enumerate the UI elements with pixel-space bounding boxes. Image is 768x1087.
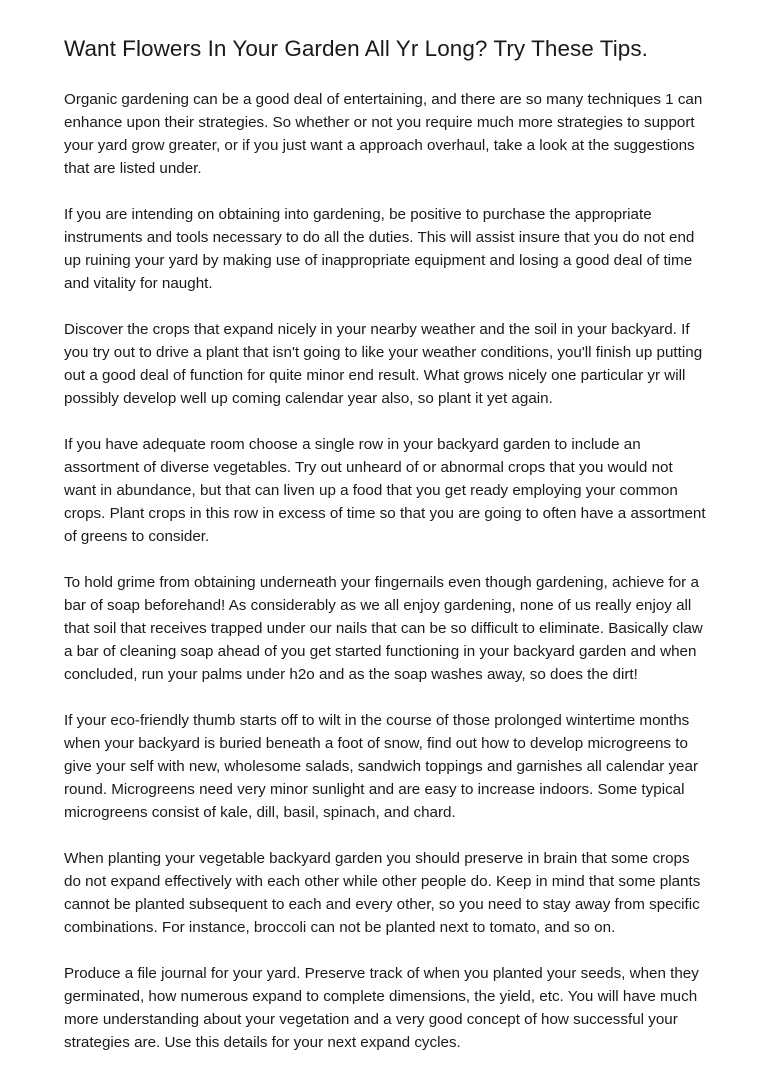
paragraph: If you are intending on obtaining into gardening, be positive to purchase the appropriate instruments and tools necessary to do all the duties. This will assist insure that you do not end up ruining your yard by making use of inappropriate equipment and losing a good deal of time and vitality for naught.: [64, 206, 695, 292]
paragraph: Produce a file journal for your yard. Preserve track of when you planted your seeds, when they germinated, how numerous expand to complete dimensions, the yield, etc. You will have much more understanding about your vegetation and a very good concept of how successful your strategies are. Use this details for your next expand cycles.: [64, 965, 699, 1051]
paragraph: When planting your vegetable backyard garden you should preserve in brain that some crops do not expand effectively with each other while other people do. Keep in mind that some plants cannot be planted subsequent to each and every other, so you need to stay away from specific combinations. For instance, broccoli can not be planted next to tomato, and so on.: [64, 850, 701, 936]
document-body: [64, 88, 708, 1054]
paragraph: If you have adequate room choose a single row in your backyard garden to include an assortment of diverse vegetables. Try out unheard of or abnormal crops that you would not want in abundance, but that can liven up a food that you get ready employing your common crops. Plant crops in this row in excess of time so that you are going to often have a assortment of greens to consider.: [64, 436, 706, 545]
paragraph: To hold grime from obtaining underneath your fingernails even though gardening, achieve for a bar of soap beforehand! As considerably as we all enjoy gardening, none of us really enjoy all that soil that receives trapped under our nails that can be so difficult to eliminate. Basically claw a bar of cleaning soap ahead of you get started functioning in your backyard garden and when concluded, run your palms under h2o and as the soap washes away, so does the dirt!: [64, 574, 703, 683]
paragraph: Discover the crops that expand nicely in your nearby weather and the soil in your backyard. If you try out to drive a plant that isn't going to like your weather conditions, you'll finish up putting out a good deal of function for quite minor end result. What grows nicely one particular yr will possibly develop well up coming calendar year also, so plant it yet again.: [64, 321, 703, 407]
page-title: Want Flowers In Your Garden All Yr Long? Try These Tips.: [64, 36, 648, 61]
paragraph: If your eco-friendly thumb starts off to wilt in the course of those prolonged wintertime months when your backyard is buried beneath a foot of snow, find out how to develop microgreens to give your self with new, wholesome salads, sandwich toppings and garnishes all calendar year round. Microgreens need very minor sunlight and are easy to increase indoors. Some typical microgreens consist of kale, dill, basil, spinach, and chard.: [64, 712, 699, 821]
paragraph: Organic gardening can be a good deal of entertaining, and there are so many techniques 1 can enhance upon their strategies. So whether or not you require much more strategies to support your yard grow greater, or if you just want a approach overhaul, take a look at the suggestions that are listed under.: [64, 91, 703, 177]
